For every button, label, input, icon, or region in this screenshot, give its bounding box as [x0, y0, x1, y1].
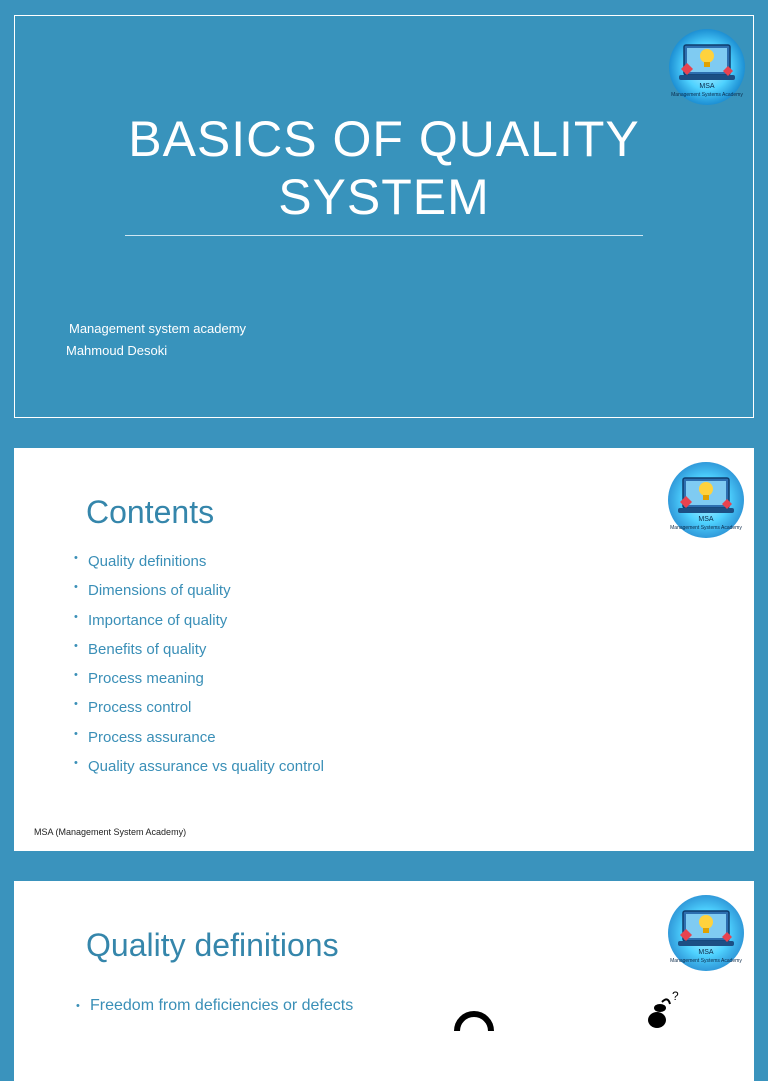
bullet-icon: • — [74, 581, 78, 594]
bullet-icon: • — [74, 552, 78, 564]
definitions-heading: Quality definitions — [86, 927, 339, 963]
bullet-icon: • — [74, 757, 78, 770]
list-item: • Process assurance — [74, 723, 324, 752]
svg-text:MSA: MSA — [698, 516, 714, 523]
svg-text:MSA: MSA — [698, 949, 714, 956]
svg-text:Management Systems Academy: Management Systems Academy — [670, 525, 742, 531]
list-item: • Benefits of quality — [74, 635, 324, 664]
title-slide — [14, 15, 754, 418]
title-line-2: SYSTEM — [278, 169, 490, 225]
list-item: • Process control — [74, 693, 324, 722]
thinking-figure-icon — [632, 986, 692, 1031]
subtitle-author: Mahmoud Desoki — [66, 343, 168, 358]
svg-text:MSA: MSA — [699, 83, 715, 90]
definitions-list — [76, 997, 353, 1015]
bullet-icon: • — [74, 639, 78, 652]
bullet-icon: • — [74, 610, 78, 623]
presentation-title — [75, 110, 693, 226]
title-divider — [125, 235, 643, 236]
svg-text:?: ? — [672, 989, 679, 1003]
contents-slide — [14, 448, 754, 851]
list-item: • Freedom from deficiencies or defects — [76, 997, 354, 1014]
list-item: • Importance of quality — [74, 606, 324, 635]
title-line-1: BASICS OF QUALITY — [128, 111, 640, 167]
svg-text:Management Systems Academy: Management Systems Academy — [671, 92, 743, 98]
bullet-icon: • — [74, 669, 78, 682]
contents-heading: Contents — [86, 494, 215, 530]
svg-text:Management Systems Academy: Management Systems Academy — [670, 958, 742, 964]
contents-list — [74, 547, 324, 781]
msa-logo-icon — [666, 460, 746, 540]
list-item: • Process meaning — [74, 664, 324, 693]
slide-footer: MSA (Management System Academy) — [34, 827, 187, 837]
subtitle-organization: Management system academy — [69, 321, 247, 336]
bullet-icon: • — [74, 727, 78, 740]
magnifier-icon — [439, 1001, 509, 1031]
bullet-icon: • — [74, 698, 78, 711]
msa-logo-icon — [666, 893, 746, 973]
list-item: • Dimensions of quality — [74, 576, 324, 605]
list-item: • Quality assurance vs quality control — [74, 752, 324, 781]
msa-logo-icon — [667, 27, 747, 107]
definitions-slide — [14, 881, 754, 1081]
bullet-icon: • — [76, 1000, 80, 1012]
list-item: • Quality definitions — [74, 547, 324, 576]
